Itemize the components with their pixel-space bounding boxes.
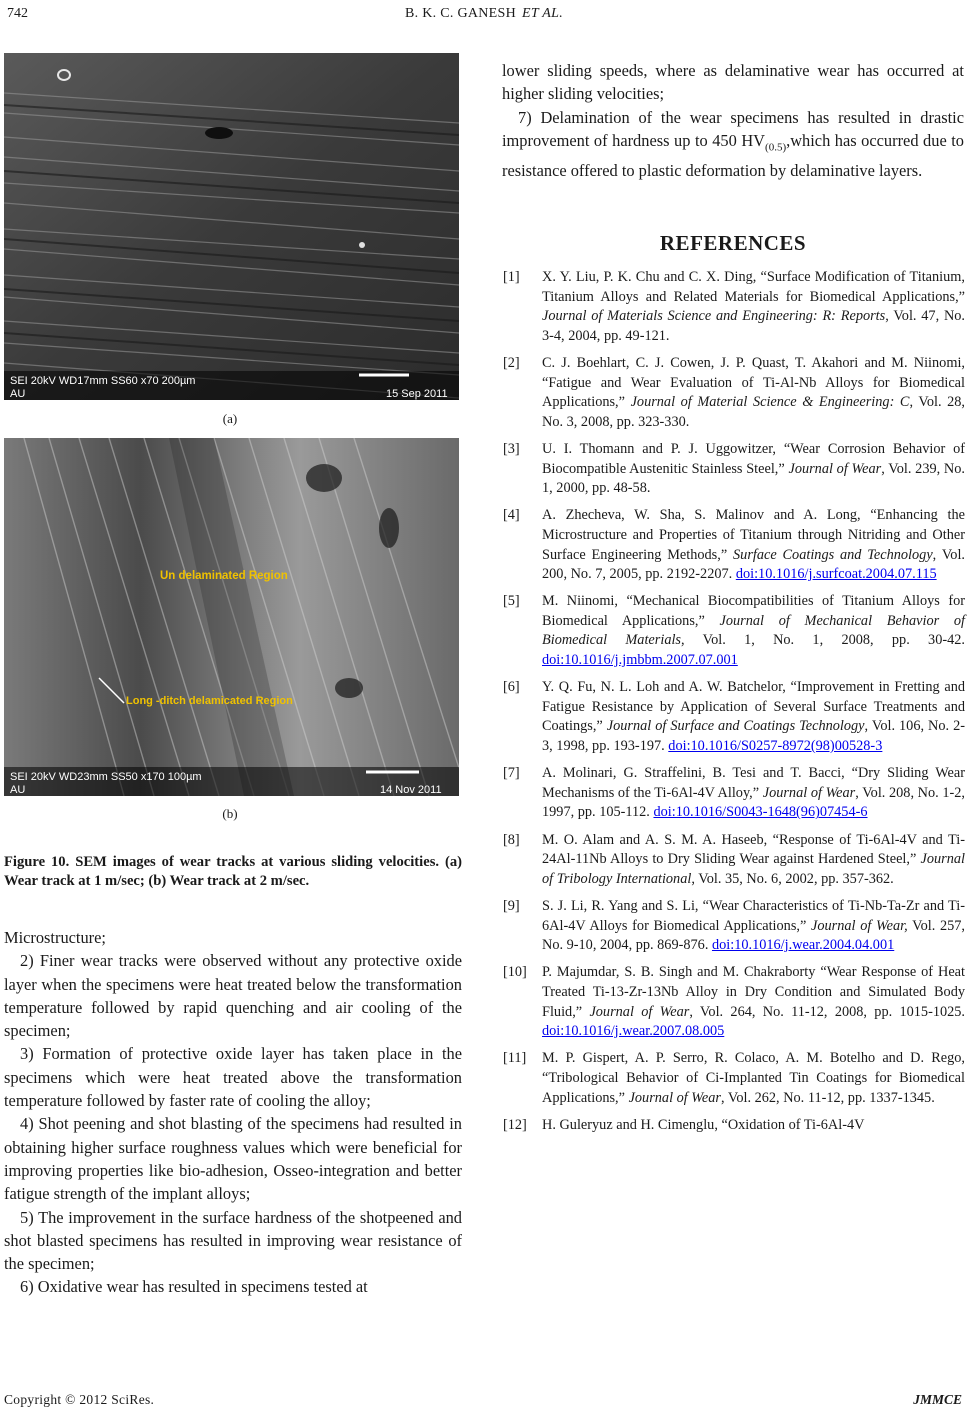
paragraph: 7) Delamination of the wear specimens has resulted in drastic improvement of hardness up to 450 $HV_{(0.5)},which$ has occurred due to resistance offered to plastic deformation by delaminative layers.: [502, 107, 965, 181]
reference-details: , Vol. 200, No. 7, 2005, pp. 2192-2207.: [542, 546, 965, 583]
reference-journal: Journal of Surface and Coatings Technology: [606, 718, 865, 735]
doi-link[interactable]: doi:10.1016/j.surfcoat.2004.07.115: [735, 566, 937, 583]
figure-label-a: (a): [222, 411, 238, 426]
reference-text: H. Guleryuz and H. Cimenglu, “Oxidation of Ti-6Al-4V: [542, 1116, 865, 1133]
journal-abbreviation: JMMCE: [913, 1392, 962, 1407]
sem-b-annotation-delaminated: Long -ditch delamicated Region: [126, 695, 293, 707]
reference-number: [12]: [503, 1116, 527, 1133]
reference-journal: Journal of Wear: [628, 1089, 721, 1106]
reference-text: P. Majumdar, S. B. Singh and M. Chakraborty “Wear Response of Heat Treated Ti-13-Zr-13Nb Alloy in Dry Condition and Simulated Body Fluid,”: [542, 964, 965, 1020]
references-list: [503, 268, 965, 1143]
reference-details: , Vol. 106, No. 2-3, 1998, pp. 193-197.: [542, 718, 966, 755]
reference-text: A. Zhecheva, W. Sha, S. Malinov and A. Long, “Enhancing the Microstructure and Properties of Titanium through Nitriding and Other Surface Engineering Methods,”: [542, 507, 965, 563]
reference-details: Vol. 257, No. 9-10, 2004, pp. 869-876.: [542, 917, 966, 954]
reference-text: M. O. Alam and A. S. M. A. Haseeb, “Response of Ti-6Al-4V and Ti-24Al-11Nb Alloys to Dry Sliding Wear against Hardened Steel,”: [542, 831, 965, 868]
paragraph: 2) Finer wear tracks were observed without any protective oxide layer when the specimens were heat treated below the transformation temperature followed by rapid quenching and air cooling of the specimen;: [4, 951, 462, 1041]
reference-journal: Journal of Tribology International: [542, 851, 965, 887]
reference-number: [4]: [503, 507, 520, 524]
figure-label-b: (b): [222, 806, 238, 821]
doi-link[interactable]: doi:10.1016/S0257-8972(98)00528-3: [668, 738, 883, 755]
copyright: Copyright © 2012 SciRes.: [4, 1392, 155, 1407]
reference-text: X. Y. Liu, P. K. Chu and C. X. Ding, “Surface Modification of Titanium, Titanium Alloys and Related Materials for Biomedical Applications,”: [542, 269, 965, 305]
sem-b-au: AU: [10, 784, 26, 796]
reference-item: [503, 440, 965, 499]
reference-journal: Journal of Materials Science and Engineering: R: Reports: [542, 308, 886, 325]
reference-item: [503, 1116, 965, 1136]
reference-number: [10]: [503, 964, 527, 981]
reference-details: , Vol. 1, No. 1, 2008, pp. 30-42.: [681, 632, 965, 649]
reference-item: [503, 678, 965, 756]
doi-link[interactable]: doi:10.1016/j.wear.2007.08.005: [542, 1023, 725, 1040]
page-number: 742: [7, 6, 28, 21]
reference-number: [7]: [503, 765, 520, 782]
sem-b-annotation-undelaminated: Un delaminated Region: [160, 570, 288, 582]
reference-item: [503, 506, 965, 584]
reference-journal: Journal of Material Science & Engineering: C: [630, 394, 910, 411]
reference-text: U. I. Thomann and P. J. Uggowitzer, “Wear Corrosion Behavior of Biocompatible Austenitic Stainless Steel,”: [542, 440, 965, 477]
reference-text: Y. Q. Fu, N. L. Loh and A. W. Batchelor, “Improvement in Fretting and Fatigue Resistance by Application of Several Surface Treatments and Coatings,”: [542, 679, 965, 735]
paragraph: 5) The improvement in the surface hardness of the shotpeened and shot blasted specimens has resulted in improving wear resistance of the specimen;: [4, 1207, 462, 1274]
paragraph: lower sliding speeds, where as delaminative wear has occurred at higher sliding velocities;: [502, 61, 964, 104]
paragraph: 6) Oxidative wear has resulted in specimens tested at: [20, 1277, 368, 1297]
sem-image-a: [4, 53, 459, 400]
reference-item: [503, 268, 965, 346]
reference-text: M. P. Gispert, A. P. Serro, R. Colaco, A. M. Botelho and D. Rego, “Tribological Behavior of Ci-Implanted Tin Coatings for Biomedical Applications,”: [542, 1050, 965, 1106]
reference-item: [503, 764, 965, 823]
doi-link[interactable]: doi:10.1016/S0043-1648(96)07454-6: [653, 804, 868, 821]
reference-text: C. J. Boehlart, C. J. Cowen, J. P. Quast, T. Akahori and M. Niinomi, “Fatigue and Wear Evaluation of Ti-Al-Nb Alloys for Biomedical Applications,”: [542, 354, 965, 411]
reference-item: [503, 1049, 965, 1108]
reference-number: [9]: [503, 897, 520, 914]
reference-details: , Vol. 208, No. 1-2, 1997, pp. 105-112.: [542, 784, 965, 821]
running-title: B. K. C. GANESH ET AL.: [404, 6, 564, 21]
reference-number: [6]: [503, 679, 520, 696]
reference-details: , Vol. 264, No. 11-12, 2008, pp. 1015-1025.: [689, 1003, 965, 1020]
figure-caption: Figure 10. SEM images of wear tracks at various sliding velocities. (a) Wear track at 1 m/sec; (b) Wear track at 2 m/sec.: [4, 854, 462, 889]
reference-details: , Vol. 35, No. 6, 2002, pp. 357-362.: [691, 870, 894, 887]
reference-journal: Journal of Wear: [788, 460, 882, 477]
reference-number: [1]: [503, 269, 520, 285]
reference-number: [11]: [503, 1050, 527, 1067]
reference-number: [8]: [503, 831, 520, 848]
reference-journal: Journal of Wear,: [811, 917, 908, 934]
reference-text: M. Niinomi, “Mechanical Biocompatibilities of Titanium Alloys for Biomedical Applications,”: [542, 593, 965, 629]
reference-details: , Vol. 47, No. 3-4, 2004, pp. 49-121.: [542, 308, 965, 344]
reference-details: , Vol. 262, No. 11-12, pp. 1337-1345.: [720, 1089, 935, 1106]
reference-journal: Journal of Mechanical Behavior of Biomedical Materials: [542, 612, 965, 649]
paragraph: Microstructure;: [4, 928, 106, 947]
reference-details: , Vol. 28, No. 3, 2008, pp. 323-330.: [542, 394, 966, 430]
sem-a-au: AU: [10, 388, 26, 400]
reference-journal: Journal of Wear: [762, 784, 856, 801]
paragraph: 4) Shot peening and shot blasting of the specimens had resulted in obtaining higher surface roughness values which were beneficial for improving properties like bio-adhesion, Osseo-integration and better fatigue strength of the implant alloys;: [4, 1114, 462, 1204]
doi-link[interactable]: doi:10.1016/j.wear.2004.04.001: [711, 937, 895, 954]
reference-journal: Journal of Wear: [589, 1003, 690, 1020]
reference-text: A. Molinari, G. Straffelini, B. Tesi and T. Bacci, “Dry Sliding Wear Mechanisms of the Ti-6Al-4V Alloy,”: [542, 765, 965, 801]
references-heading: REFERENCES: [659, 231, 807, 255]
sem-a-date: 15 Sep 2011: [386, 388, 448, 400]
reference-item: [503, 963, 965, 1041]
reference-text: S. J. Li, R. Yang and S. Li, “Wear Characteristics of Ti-Nb-Ta-Zr and Ti-6Al-4V Alloys for Biomedical Applications,”: [542, 897, 965, 934]
reference-item: [503, 592, 965, 670]
right-column: [502, 59, 964, 183]
reference-number: [5]: [503, 593, 520, 610]
reference-item: [503, 831, 965, 890]
sem-a-scale-bar: SEI 20kV WD17mm SS60 x70 200µm: [10, 375, 196, 387]
reference-number: [2]: [503, 354, 520, 371]
paragraph: 3) Formation of protective oxide layer has taken place in the specimens which were heat treated above the transformation temperature followed by faster rate of cooling the alloy;: [4, 1044, 462, 1111]
left-column: [4, 926, 462, 1299]
reference-journal: Surface Coatings and Technology: [733, 546, 933, 563]
sem-b-date: 14 Nov 2011: [380, 784, 442, 796]
reference-number: [3]: [503, 440, 520, 457]
reference-item: [503, 354, 965, 432]
reference-details: , Vol. 239, No. 1, 2000, pp. 48-58.: [542, 460, 965, 497]
page-header: [0, 6, 968, 28]
doi-link[interactable]: doi:10.1016/j.jmbbm.2007.07.001: [542, 652, 738, 669]
reference-item: [503, 897, 965, 956]
sem-b-scale-bar: SEI 20kV WD23mm SS50 x170 100µm: [10, 771, 202, 783]
sem-image-b: [4, 438, 459, 796]
